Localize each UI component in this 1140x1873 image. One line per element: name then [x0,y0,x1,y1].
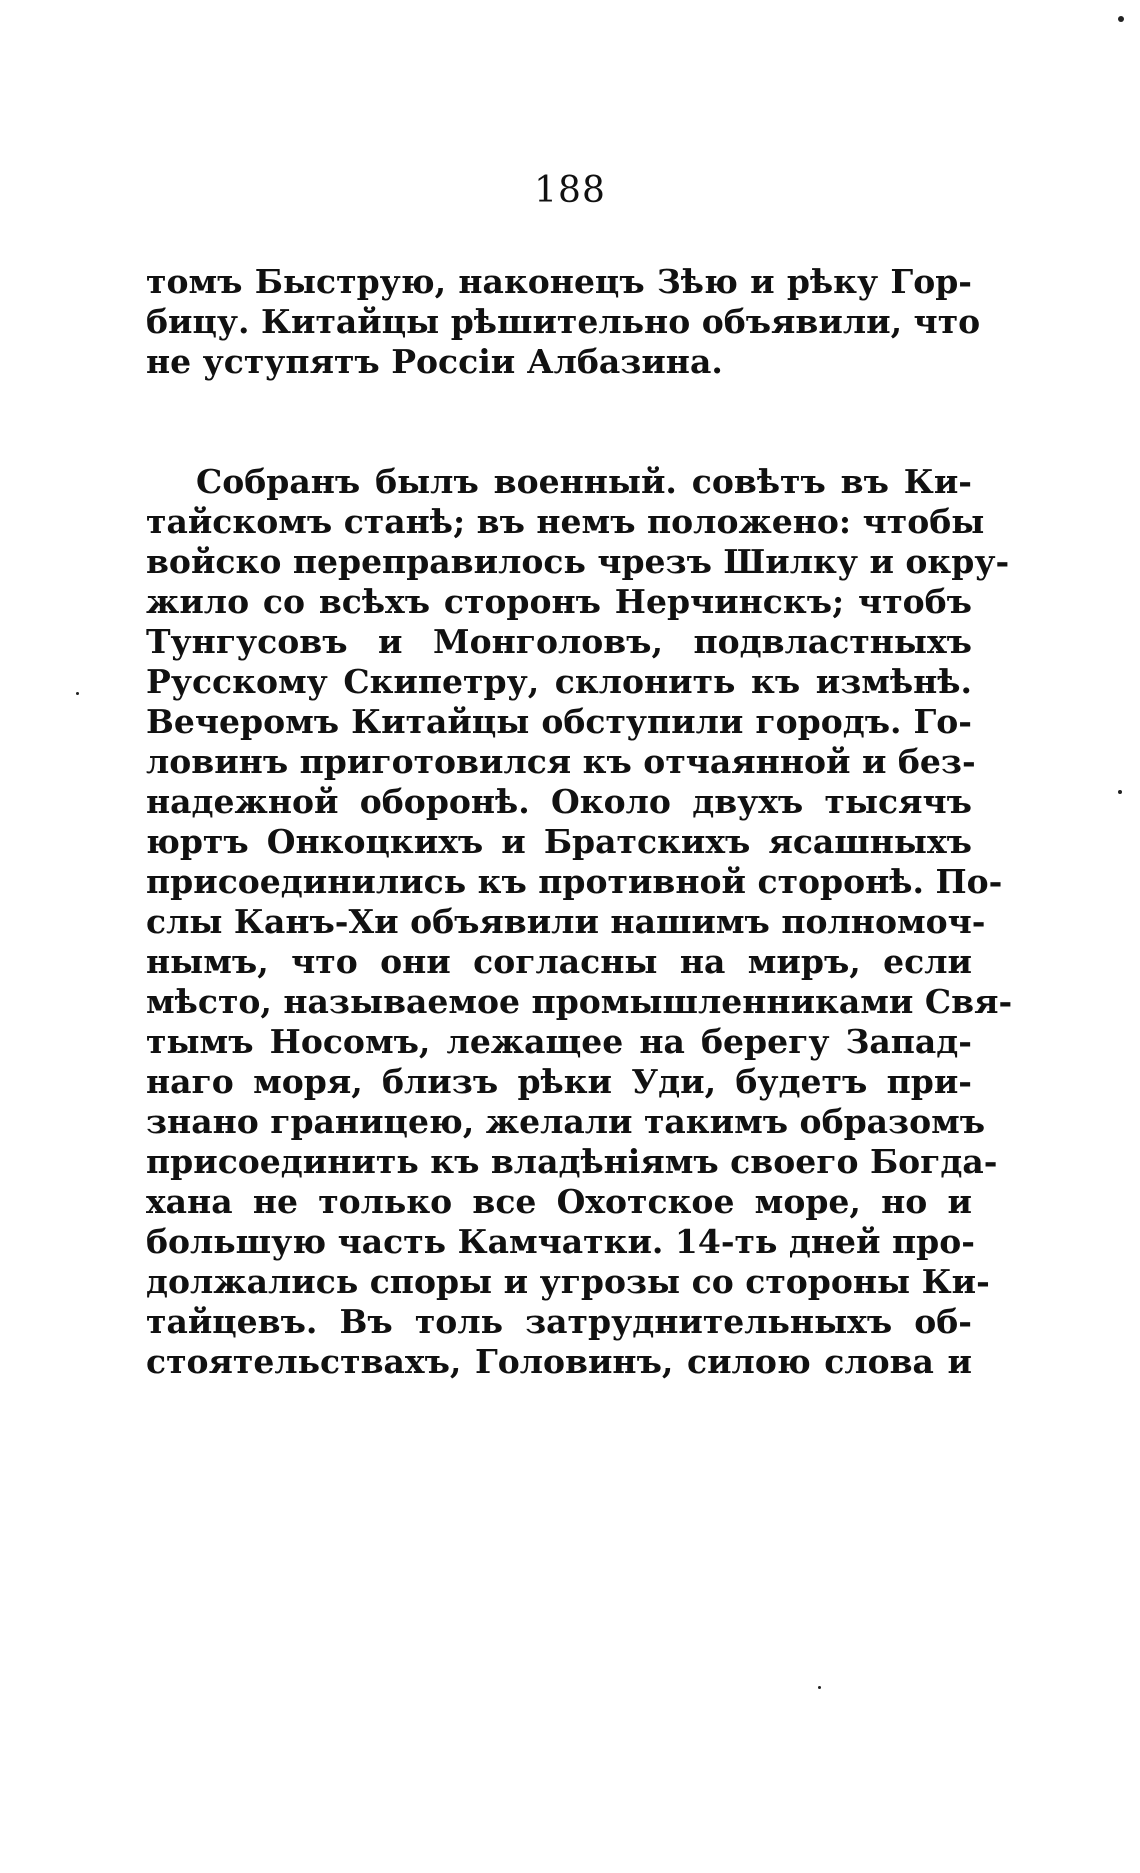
text-line: Тунгусовъ и Монголовъ, подвластныхъ [146,622,972,661]
text-line: стоятельствахъ, Головинъ, силою слова и [146,1342,972,1381]
text-line: мѣсто, называемое промышленниками Свя- [146,982,1013,1021]
scan-speck [1118,790,1122,794]
text-line: должались споры и угрозы со стороны Ки- [146,1262,990,1301]
text-line: юртъ Онкоцкихъ и Братскихъ ясашныхъ [146,822,972,861]
text-line: Собранъ былъ военный. совѣтъ въ Ки- [196,462,972,501]
text-line: присоединились къ противной сторонѣ. По- [146,862,1003,901]
text-line: томъ Быструю, наконецъ Зѣю и рѣку Гор- [146,262,972,301]
text-line: большую часть Камчатки. 14-ть дней про- [146,1222,975,1261]
text-line: надежной оборонѣ. Около двухъ тысячъ [146,782,972,821]
text-line: наго моря, близъ рѣки Уди, будетъ при- [146,1062,972,1101]
text-line: нымъ, что они согласны на миръ, если [146,942,972,981]
scan-speck [818,1686,821,1689]
text-line: знано границею, желали такимъ образомъ [146,1102,986,1141]
text-line: тайскомъ станѣ; въ немъ положено: чтобы [146,502,985,541]
text-line: жило со всѣхъ сторонъ Нерчинскъ; чтобъ [146,582,972,621]
text-line: Русскому Скипетру, склонить къ измѣнѣ. [146,662,972,701]
text-line: хана не только все Охотское море, но и [146,1182,972,1221]
text-line: не уступятъ Россіи Албазина. [146,342,723,381]
text-line: Вечеромъ Китайцы обступили городъ. Го- [146,702,972,741]
paragraph-2 [146,462,1013,1382]
text-line: бицу. Китайцы рѣшительно объявили, что [146,302,981,341]
text-line: тайцевъ. Въ толь затруднительныхъ об- [146,1302,972,1341]
text-line: тымъ Носомъ, лежащее на берегу Запад- [146,1022,972,1061]
text-line: войско переправилось чрезъ Шилку и окру- [146,542,1010,581]
scan-speck [76,692,79,695]
page-number: 188 [534,170,606,211]
text-line: слы Канъ-Хи объявили нашимъ полномоч- [146,902,986,941]
text-line: присоединить къ владѣніямъ своего Богда- [146,1142,998,1181]
text-line: ловинъ приготовился къ отчаянной и без- [146,742,976,781]
paragraph-1 [146,262,981,382]
scan-speck [1118,16,1124,22]
